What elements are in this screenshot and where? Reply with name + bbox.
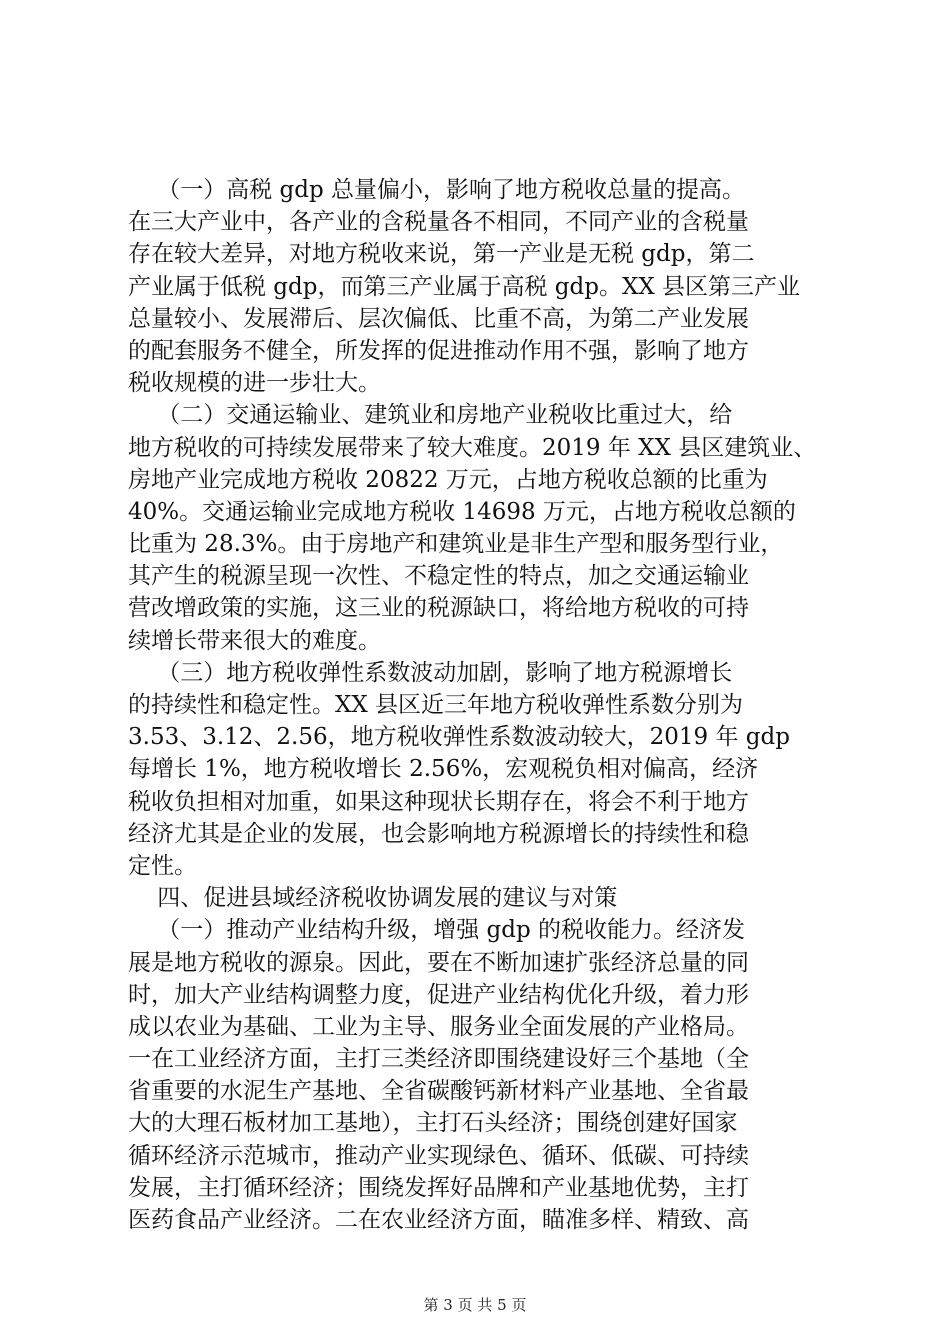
text-line: 税收负担相对加重，如果这种现状长期存在，将会不利于地方 (128, 788, 749, 815)
text-line: 房地产业完成地方税收 20822 万元，占地方税收总额的比重为 (128, 466, 768, 493)
text-line: 总量较小、发展滞后、层次偏低、比重不高，为第二产业发展 (128, 305, 749, 332)
text-line: 循环经济示范城市，推动产业实现绿色、循环、低碳、可持续 (128, 1142, 749, 1169)
text-line: 的配套服务不健全，所发挥的促进推动作用不强，影响了地方 (128, 337, 749, 364)
text-line: 40%。交通运输业完成地方税收 14698 万元，占地方税收总额的 (128, 498, 796, 525)
text-line: 产业属于低税 gdp，而第三产业属于高税 gdp。XX 县区第三产业 (128, 273, 801, 300)
text-line: 经济尤其是企业的发展，也会影响地方税源增长的持续性和稳 (128, 820, 749, 847)
text-line: （一）推动产业结构升级，增强 gdp 的税收能力。经济发 (128, 917, 746, 944)
text-line: （二）交通运输业、建筑业和房地产业税收比重过大，给 (128, 402, 733, 429)
text-line: 的持续性和稳定性。XX 县区近三年地方税收弹性系数分别为 (128, 692, 744, 718)
text-line: 定性。 (128, 852, 197, 879)
text-line: 省重要的水泥生产基地、全省碳酸钙新材料产业基地、全省最 (128, 1078, 749, 1105)
text-line: 3.53、3.12、2.56，地方税收弹性系数波动较大，2019 年 gdp (128, 724, 790, 751)
text-line: 展是地方税收的源泉。因此，要在不断加速扩张经济总量的同 (128, 949, 749, 976)
text-line: 医药食品产业经济。二在农业经济方面，瞄准多样、精致、高 (128, 1207, 749, 1233)
text-line: 比重为 28.3%。由于房地产和建筑业是非生产型和服务型行业， (128, 531, 784, 558)
text-line: 存在较大差异，对地方税收来说，第一产业是无税 gdp，第二 (128, 241, 755, 268)
text-line: 大的大理石板材加工基地），主打石头经济；围绕创建好国家 (128, 1110, 738, 1137)
text-line: 地方税收的可持续发展带来了较大难度。2019 年 XX 县区建筑业、 (128, 434, 817, 461)
text-line: 时，加大产业结构调整力度，促进产业结构优化升级，着力形 (128, 981, 749, 1008)
text-line: 一在工业经济方面，主打三类经济即围绕建设好三个基地（全 (128, 1046, 749, 1073)
text-line: 税收规模的进一步壮大。 (128, 370, 381, 397)
text-line: 每增长 1%，地方税收增长 2.56%，宏观税负相对偏高，经济 (128, 756, 759, 783)
text-line: 在三大产业中，各产业的含税量各不相同，不同产业的含税量 (128, 209, 749, 236)
document-body (128, 174, 828, 1236)
text-line: 成以农业为基础、工业为主导、服务业全面发展的产业格局。 (128, 1013, 749, 1040)
text-line: 四、促进县域经济税收协调发展的建议与对策 (128, 885, 618, 912)
text-line: 发展，主打循环经济；围绕发挥好品牌和产业基地优势，主打 (128, 1174, 749, 1201)
text-line: 其产生的税源呈现一次性、不稳定性的特点，加之交通运输业 (128, 563, 749, 590)
page-footer: 第 3 页 共 5 页 (423, 1296, 527, 1314)
text-line: 营改增政策的实施，这三业的税源缺口，将给地方税收的可持 (128, 595, 749, 622)
text-line: （一）高税 gdp 总量偏小，影响了地方税收总量的提高。 (128, 177, 746, 203)
text-line: （三）地方税收弹性系数波动加剧，影响了地方税源增长 (128, 659, 733, 686)
text-line: 续增长带来很大的难度。 (128, 627, 381, 654)
